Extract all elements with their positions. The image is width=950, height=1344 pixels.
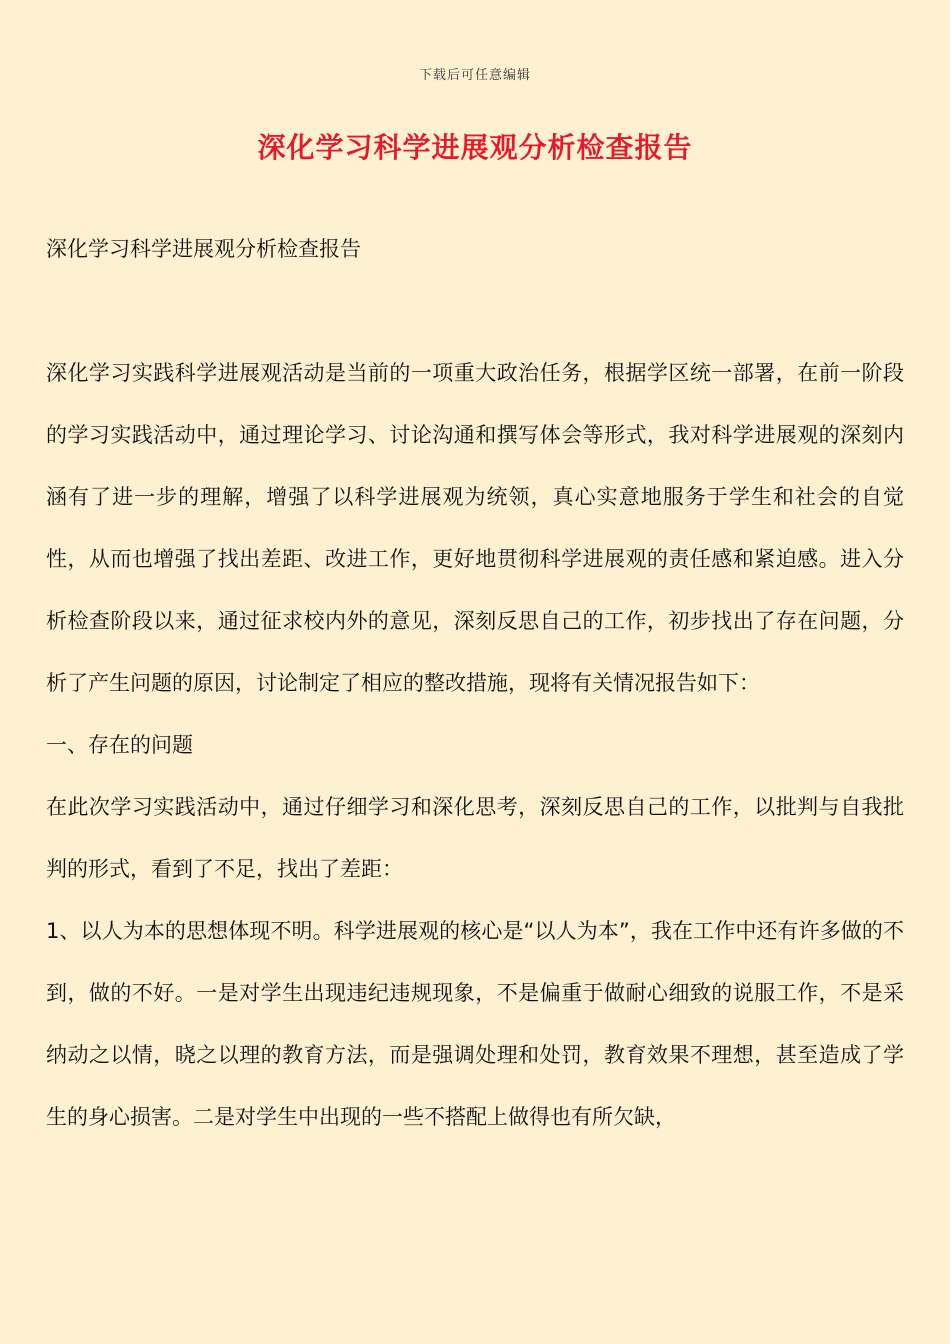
document-title: 深化学习科学进展观分析检查报告	[257, 131, 693, 164]
section-heading: 一、存在的问题	[46, 733, 193, 757]
intro-paragraph: 深化学习实践科学进展观活动是当前的一项重大政治任务，根据学区统一部署，在前一阶段的学习实践活动中，通过理论学习、讨论沟通和撰写体会等形式，我对科学进展观的深刻内涵有了进一步的理解，增强了以科学进展观为统领，真心实意地服务于学生和社会的自觉性，从而也增强了找出差距、改进工作，更好地贯彻科学进展观的责任感和紧迫感。进入分析检查阶段以来，通过征求校内外的意见，深刻反思自己的工作，初步找出了存在问题，分析了产生问题的原因，讨论制定了相应的整改措施，现将有关情况报告如下：	[46, 361, 904, 695]
point-paragraph: 1、以人为本的思想体现不明。科学进展观的核心是“以人为本”，我在工作中还有许多做的不到，做的不好。一是对学生出现违纪违规现象，不是偏重于做耐心细致的说服工作，不是采纳动之以情，晓之以理的教育方法，而是强调处理和处罚，教育效果不理想，甚至造成了学生的身心损害。二是对学生中出现的一些不搭配上做得也有所欠缺，	[46, 919, 904, 1129]
section-paragraph: 在此次学习实践活动中，通过仔细学习和深化思考，深刻反思自己的工作，以批判与自我批判的形式，看到了不足，找出了差距：	[46, 795, 904, 881]
document-body	[46, 218, 904, 1148]
document-subtitle: 深化学习科学进展观分析检查报告	[46, 237, 361, 261]
header-note: 下载后可任意编辑	[418, 68, 531, 83]
